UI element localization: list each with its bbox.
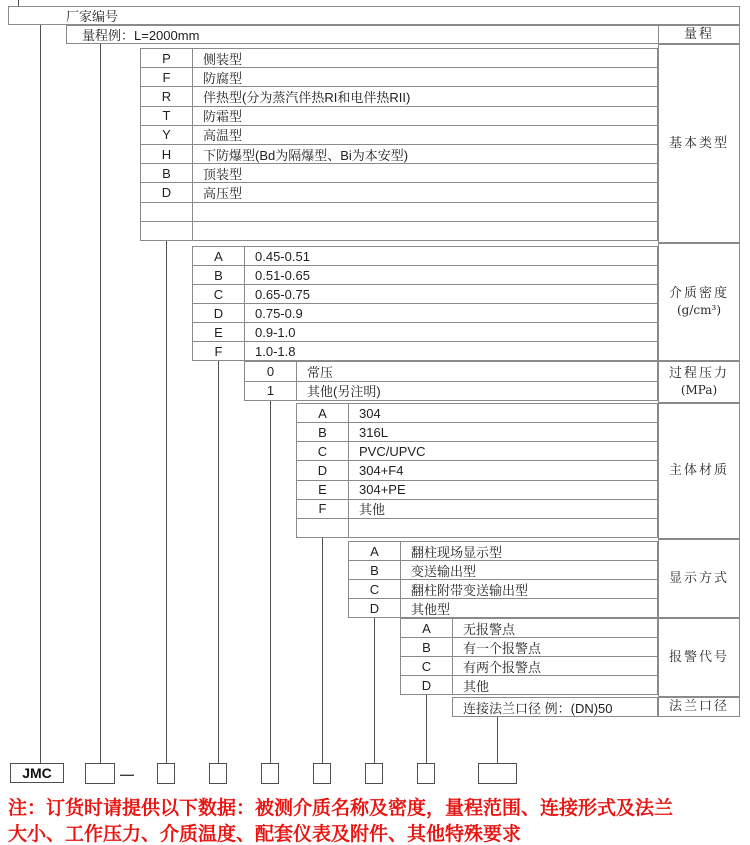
manufacturer-number-label: 厂家编号 [66,9,119,24]
code-cell: C [349,580,401,598]
table-row [193,265,657,284]
code-cell: D [193,304,245,322]
description-cell: 变送输出型 [411,563,477,579]
code-box-pressure [261,763,279,784]
code-cell: 0 [245,362,297,381]
table-row [193,341,657,360]
table-row [349,542,657,560]
code-cell: E [297,481,349,499]
code-box-flange [478,763,517,784]
description-cell: 0.45-0.51 [255,248,310,264]
code-box-density [209,763,227,784]
code-cell: Y [141,126,193,144]
description-cell: 0.75-0.9 [255,305,303,321]
range-example-label: 量程例：L=2000mm [82,28,200,43]
table-row [349,560,657,579]
table-row [193,303,657,322]
code-cell: 1 [245,382,297,401]
table-row [297,499,657,518]
table-row [401,637,657,656]
label-pressure-unit: (MPa) [680,383,718,397]
description-cell [193,203,657,221]
code-cell: C [193,285,245,303]
table-row [245,381,657,401]
label-density-unit: (g/cm³) [677,303,721,317]
table-row [141,86,657,105]
description-cell [349,519,657,537]
connector-line-pressure [270,401,271,763]
description-cell: 下防爆型(Bd为隔爆型、Bi为本安型) [203,147,409,163]
description-cell: 伴热型(分为蒸汽伴热RI和电伴热RII) [203,90,411,106]
code-cell [297,519,349,537]
label-range: 量程 [658,25,740,44]
connector-line-material [322,538,323,763]
connector-line-density [218,361,219,763]
table-row [141,182,657,201]
material-table [296,403,658,538]
code-cell: P [141,49,193,67]
code-cell: D [349,599,401,617]
model-prefix-text: JMC [22,765,52,781]
code-cell: D [141,183,193,201]
ordering-note [8,796,673,845]
table-row [349,598,657,617]
description-cell: PVC/UPVC [359,443,426,459]
description-cell: 其他 [359,502,386,518]
code-box-material [313,763,331,784]
table-row [297,422,657,441]
table-row [141,67,657,86]
description-cell: 304+F4 [359,462,404,478]
label-flange: 法兰口径 [658,697,740,717]
table-row [141,202,657,221]
code-cell: T [141,107,193,125]
label-basic-type: 基本类型 [658,44,740,243]
code-cell: B [141,164,193,182]
table-row [193,247,657,265]
description-cell: 无报警点 [463,621,516,637]
code-box-basic-type [157,763,175,784]
table-row [297,480,657,499]
description-cell: 翻柱现场显示型 [411,544,503,560]
table-row [141,144,657,163]
code-cell: A [193,247,245,265]
code-cell: F [141,68,193,86]
connector-line-basic-type [166,241,167,763]
table-row [141,125,657,144]
description-cell: 其他型 [411,601,451,617]
label-material: 主体材质 [658,403,740,539]
density-table [192,246,658,361]
flange-size-row [452,697,658,717]
description-cell: 顶装型 [203,166,243,182]
code-cell: B [193,266,245,284]
connector-line-display-mode [374,618,375,763]
label-density: 介质密度 (g/cm³) [658,243,740,361]
basic-type-table [140,48,658,241]
code-cell: D [401,676,453,694]
table-row [401,656,657,675]
description-cell: 侧装型 [203,51,243,67]
ordering-note-line1: 注：订货时请提供以下数据：被测介质名称及密度，量程范围、连接形式及法兰 [8,798,674,819]
connector-line-flange [497,717,498,763]
code-cell: C [297,442,349,460]
table-row [297,441,657,460]
table-row [245,362,657,381]
description-cell: 0.9-1.0 [255,324,296,340]
code-cell: A [401,619,453,637]
description-cell: 防腐型 [203,70,243,86]
code-cell: F [297,500,349,518]
alarm-code-table [400,618,658,695]
table-row [349,579,657,598]
description-cell: 高压型 [203,186,243,202]
display-mode-table [348,541,658,618]
description-cell [193,222,657,240]
code-cell [141,203,193,221]
table-row [401,619,657,637]
model-separator: — [120,765,134,782]
code-cell: E [193,323,245,341]
code-box-display-mode [365,763,383,784]
description-cell: 其他(另注明) [307,384,381,400]
flange-size-text: 连接法兰口径 例：(DN)50 [463,700,613,716]
description-cell: 1.0-1.8 [255,343,296,359]
code-box-range [85,763,115,784]
connector-line-alarm-code [426,695,427,763]
label-display-mode: 显示方式 [658,539,740,618]
pressure-table [244,361,658,401]
description-cell: 304+PE [359,482,406,498]
manufacturer-number-row [8,6,740,25]
description-cell: 304 [359,405,381,421]
description-cell: 防霜型 [203,109,243,125]
code-cell: B [401,638,453,656]
description-cell: 翻柱附带变送输出型 [411,582,529,598]
ordering-note-line2: 大小、工作压力、介质温度、配套仪表及附件、其他特殊要求 [8,824,522,845]
description-cell: 有一个报警点 [463,640,542,656]
table-row [297,460,657,479]
label-pressure: 过程压力 (MPa) [658,361,740,403]
code-box-alarm-code [417,763,435,784]
description-cell: 其他 [463,678,490,694]
code-cell: H [141,145,193,163]
table-row [141,106,657,125]
code-cell: A [349,542,401,560]
table-row [401,675,657,694]
table-row [141,163,657,182]
connector-line-range [100,44,101,763]
table-row [141,49,657,67]
table-row [141,221,657,240]
description-cell: 高温型 [203,128,243,144]
code-cell: A [297,404,349,422]
model-prefix-box [10,763,64,783]
code-cell: B [349,561,401,579]
code-cell [141,222,193,240]
table-row [297,404,657,422]
code-cell: B [297,423,349,441]
code-cell: C [401,657,453,675]
label-alarm-code: 报警代号 [658,618,740,697]
table-row [193,322,657,341]
range-example-row [66,25,740,44]
code-cell: F [193,342,245,360]
table-row [193,284,657,303]
code-cell: D [297,461,349,479]
description-cell: 316L [359,424,388,440]
description-cell: 常压 [307,364,334,380]
description-cell: 0.65-0.75 [255,286,310,302]
table-row [297,518,657,537]
connector-line-manufacturer [40,25,41,763]
code-cell: R [141,87,193,105]
description-cell: 有两个报警点 [463,659,542,675]
description-cell: 0.51-0.65 [255,267,310,283]
